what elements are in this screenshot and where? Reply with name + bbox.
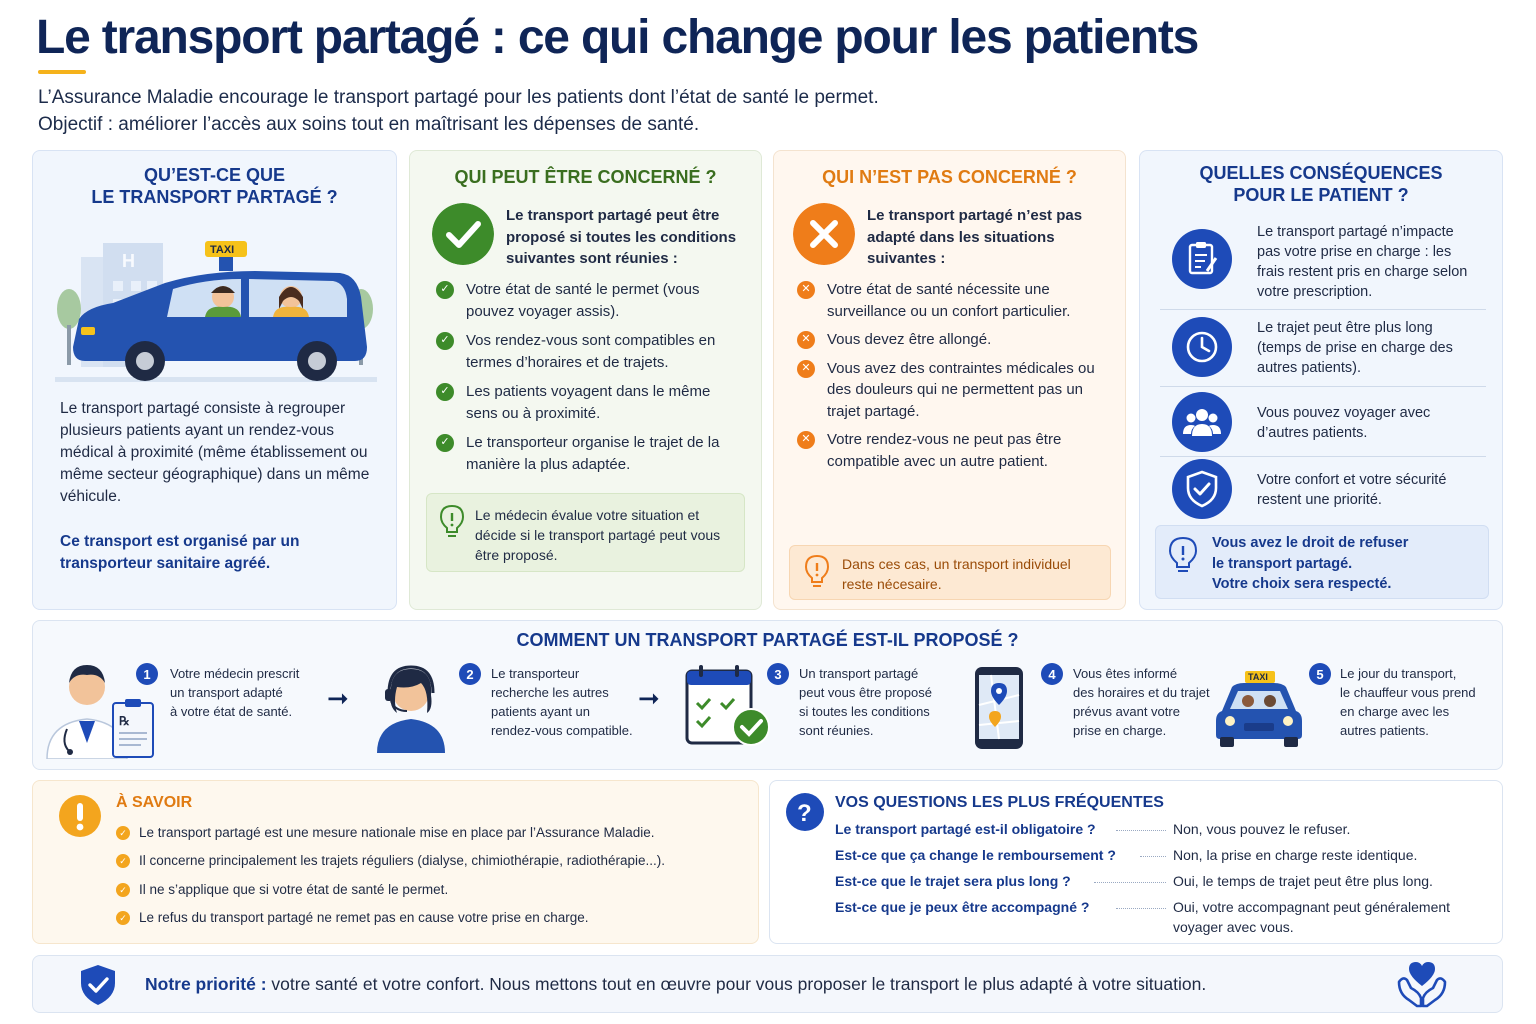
consequences-title-line-1: QUELLES CONSÉQUENCES	[1199, 163, 1443, 183]
list-item: ✕ Votre état de santé nécessite une surveillance ou un confort particulier.	[797, 279, 1107, 322]
consequence-item	[1162, 391, 1484, 459]
list-item: ✓ Les patients voyagent dans le même sens ou à proximité.	[436, 381, 746, 424]
intro	[38, 84, 879, 138]
refuse-text: Vous avez le droit de refuser le transport partagé. Votre choix sera respecté.	[1212, 535, 1409, 592]
clipboard-icon	[1172, 229, 1232, 289]
faq-question: Est-ce que je peux être accompagné ?	[835, 899, 1090, 915]
step-number: 3	[767, 663, 789, 685]
dotted-line	[1116, 908, 1166, 909]
what-description: Le transport partagé consiste à regrouper plusieurs patients ayant un rendez-vous médical à proximité (même établissement ou même secteur géographique) dans un même véhicule.	[60, 400, 370, 505]
faq-answer: Non, vous pouvez le refuser.	[1173, 821, 1351, 837]
consequences-title	[1140, 162, 1502, 206]
step-number: 4	[1041, 663, 1063, 685]
what-title-line-2: LE TRANSPORT PARTAGÉ ?	[91, 187, 338, 207]
step-text: Un transport partagé peut vous être proposé si toutes les conditions sont réunies.	[799, 666, 932, 738]
operator-icon	[371, 661, 451, 753]
shield-check-icon	[1172, 459, 1232, 519]
faq-answer: Non, la prise en charge reste identique.	[1173, 847, 1418, 863]
who-not-lead: Le transport partagé n’est pas adapté dans les situations suivantes :	[867, 207, 1083, 267]
calendar-check-icon	[683, 663, 773, 751]
cross-icon: ✕	[797, 331, 815, 349]
who-tip	[426, 493, 745, 572]
divider	[1160, 309, 1486, 310]
clock-icon	[1172, 317, 1232, 377]
title-underline	[38, 70, 86, 74]
who-not-tip	[789, 545, 1111, 600]
list-item: ✓ Le transport partagé est une mesure nationale mise en place par l’Assurance Maladie.	[116, 823, 665, 843]
faq-question: Le transport partagé est-il obligatoire ?	[835, 821, 1096, 837]
faq-section	[769, 780, 1503, 944]
who-not-title: QUI N’EST PAS CONCERNÉ ?	[822, 167, 1077, 187]
cross-icon: ✕	[797, 431, 815, 449]
list-item: ✓ Votre état de santé le permet (vous pouvez voyager assis).	[436, 279, 746, 322]
footer-body: votre santé et votre confort. Nous mettons tout en œuvre pour vous proposer le transport le plus adapté à votre situation.	[266, 974, 1207, 994]
who-not-tip-text: Dans ces cas, un transport individuel reste nécesaire.	[842, 556, 1071, 592]
list-item: ✕ Votre rendez-vous ne peut pas être compatible avec un autre patient.	[797, 429, 1107, 472]
taxi-sign: TAXI	[210, 244, 235, 256]
steps-title: COMMENT UN TRANSPORT PARTAGÉ EST-IL PROPOSÉ ?	[516, 630, 1019, 650]
arrow-right-icon: ➞	[327, 683, 349, 713]
step-number: 1	[136, 663, 158, 685]
know-list	[116, 823, 665, 936]
dotted-line	[1140, 856, 1166, 857]
list-item: ✓ Vos rendez-vous sont compatibles en termes d’horaires et de trajets.	[436, 330, 746, 373]
svg-text:?: ?	[797, 800, 812, 827]
list-item: ✓ Le refus du transport partagé ne remet pas en cause votre prise en charge.	[116, 908, 665, 928]
consequence-item	[1162, 458, 1484, 524]
faq-title: VOS QUESTIONS LES PLUS FRÉQUENTES	[835, 794, 1164, 811]
faq-question: Est-ce que le trajet sera plus long ?	[835, 873, 1071, 889]
consequences-card	[1139, 150, 1503, 610]
who-not-card	[773, 150, 1126, 610]
what-card	[32, 150, 397, 610]
refuse-box	[1155, 525, 1489, 599]
check-icon: ✓	[116, 883, 130, 897]
consequence-text: Le transport partagé n’impacte pas votre prise en charge : les frais restent pris en charge selon votre prescription.	[1257, 224, 1468, 300]
exclamation-icon	[59, 795, 101, 837]
who-tip-text: Le médecin évalue votre situation et décide si le transport partagé peut vous être proposé.	[475, 507, 721, 563]
faq-question: Est-ce que ça change le remboursement ?	[835, 847, 1116, 863]
list-item: ✕ Vous avez des contraintes médicales ou des douleurs qui ne permettent pas un trajet partagé.	[797, 358, 1107, 423]
list-item: ✓ Le transporteur organise le trajet de la manière la plus adaptée.	[436, 432, 746, 475]
faq-answer: Oui, votre accompagnant peut généralement voyager avec vous.	[1173, 899, 1451, 935]
lightbulb-icon	[439, 504, 465, 538]
cross-circle-icon	[793, 203, 855, 265]
check-icon: ✓	[116, 854, 130, 868]
dotted-line	[1094, 882, 1166, 883]
consequence-text: Votre confort et votre sécurité restent une priorité.	[1257, 472, 1447, 508]
consequence-text: Vous pouvez voyager avec d’autres patients.	[1257, 405, 1431, 441]
check-icon: ✓	[116, 826, 130, 840]
phone-map-icon	[973, 665, 1025, 751]
consequence-text: Le trajet peut être plus long (temps de prise en charge des autres patients).	[1257, 320, 1453, 376]
who-card	[409, 150, 762, 610]
who-title: QUI PEUT ÊTRE CONCERNÉ ?	[454, 167, 717, 187]
footer-banner	[32, 955, 1503, 1013]
footer-text	[145, 974, 1206, 995]
taxi-front-icon	[1214, 669, 1304, 749]
what-title	[33, 164, 396, 208]
check-icon: ✓	[436, 281, 454, 299]
intro-line-1: L’Assurance Maladie encourage le transport partagé pour les patients dont l’état de santé le permet.	[38, 87, 879, 108]
check-icon: ✓	[436, 332, 454, 350]
consequence-item	[1162, 221, 1484, 301]
intro-line-2: Objectif : améliorer l’accès aux soins tout en maîtrisant les dépenses de santé.	[38, 114, 700, 135]
hospital-sign: H	[122, 251, 135, 271]
know-section	[32, 780, 759, 944]
list-item: ✓ Il ne s’applique que si votre état de santé le permet.	[116, 880, 665, 900]
what-title-line-1: QU’EST-CE QUE	[143, 165, 286, 185]
step-number: 5	[1309, 663, 1331, 685]
who-list	[436, 279, 746, 483]
shield-check-icon	[79, 964, 117, 1006]
shared-taxi-illustration	[55, 237, 377, 382]
step-text: Vous êtes informé des horaires et du trajet prévus avant votre prise en charge.	[1073, 666, 1210, 738]
step-text: Le transporteur recherche les autres patients ayant un rendez-vous compatible.	[491, 666, 633, 738]
step-text: Le jour du transport, le chauffeur vous prend en charge avec les autres patients.	[1340, 666, 1476, 738]
faq-answer: Oui, le temps de trajet peut être plus long.	[1173, 873, 1433, 889]
arrow-right-icon: ➞	[638, 683, 660, 713]
step-text: Votre médecin prescrit un transport adapté à votre état de santé.	[170, 666, 300, 719]
hands-heart-icon	[1395, 960, 1449, 1010]
consequence-item	[1162, 317, 1484, 385]
footer-bold: Notre priorité :	[145, 974, 267, 994]
list-item: ✕ Vous devez être allongé.	[797, 329, 1107, 351]
what-note: Ce transport est organisé par un transporteur sanitaire agréé.	[60, 533, 300, 572]
divider	[1160, 386, 1486, 387]
svg-text:℞: ℞	[119, 714, 130, 728]
cross-icon: ✕	[797, 281, 815, 299]
know-title: À SAVOIR	[116, 794, 193, 811]
check-icon: ✓	[436, 383, 454, 401]
people-icon	[1172, 392, 1232, 452]
steps-section	[32, 620, 1503, 770]
who-lead: Le transport partagé peut être proposé si toutes les conditions suivantes sont réunies :	[506, 207, 737, 267]
consequences-title-line-2: POUR LE PATIENT ?	[1233, 185, 1409, 205]
taxi-sign: TAXI	[1248, 672, 1268, 682]
check-icon: ✓	[436, 434, 454, 452]
divider	[1160, 456, 1486, 457]
cross-icon: ✕	[797, 360, 815, 378]
question-icon	[786, 793, 824, 831]
step-number: 2	[459, 663, 481, 685]
lightbulb-icon	[804, 554, 830, 588]
who-not-list	[797, 279, 1107, 479]
dotted-line	[1116, 830, 1166, 831]
check-circle-icon	[432, 203, 494, 265]
check-icon: ✓	[116, 911, 130, 925]
lightbulb-icon	[1168, 536, 1198, 574]
page-title: Le transport partagé : ce qui change pour les patients	[36, 11, 1199, 64]
list-item: ✓ Il concerne principalement les trajets réguliers (dialyse, chimiothérapie, radiothérapie...).	[116, 851, 665, 871]
